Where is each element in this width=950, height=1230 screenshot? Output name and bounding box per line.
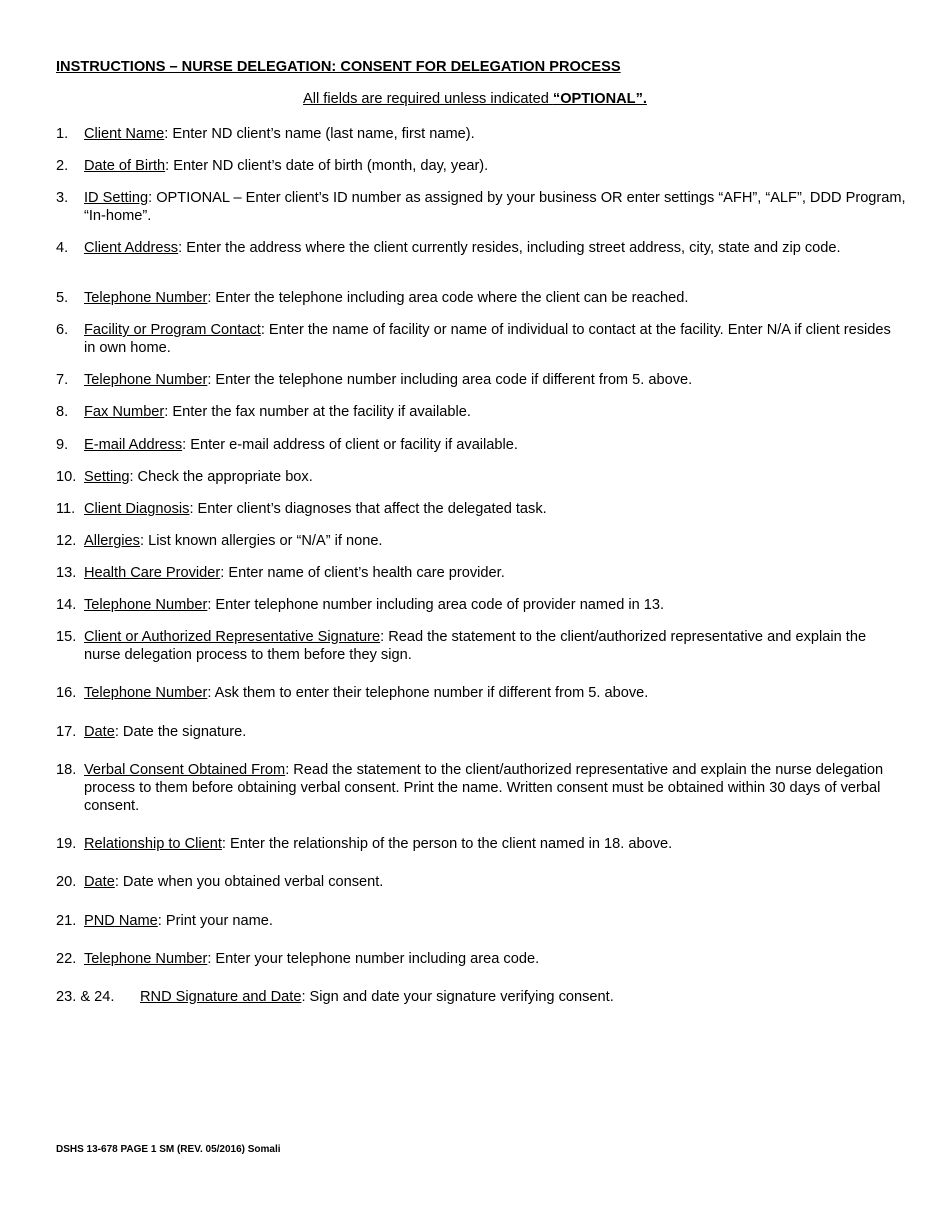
field-instruction: : Enter the telephone including area code where the client can be reached. bbox=[207, 290, 689, 306]
field-instruction: : Enter ND client’s name (last name, first name). bbox=[164, 126, 475, 142]
item-number: 12. bbox=[56, 533, 77, 549]
field-instruction: : Check the appropriate box. bbox=[129, 469, 313, 485]
required-fields-note bbox=[0, 91, 950, 107]
instruction-item bbox=[56, 564, 906, 582]
field-label: Client Address bbox=[84, 240, 179, 256]
item-number: 8. bbox=[56, 404, 69, 420]
field-label: Client or Authorized Representative Signature bbox=[84, 629, 381, 645]
item-number: 11. bbox=[56, 501, 76, 517]
item-number: 4. bbox=[56, 240, 69, 256]
instruction-item bbox=[56, 436, 906, 454]
field-instruction: : Ask them to enter their telephone number if different from 5. above. bbox=[207, 685, 649, 701]
field-instruction: : Enter the telephone number including area code if different from 5. above. bbox=[207, 372, 693, 388]
instruction-item bbox=[56, 835, 906, 853]
item-number: 6. bbox=[56, 322, 69, 338]
item-number: 20. bbox=[56, 874, 77, 890]
field-instruction: : Enter telephone number including area code of provider named in 13. bbox=[207, 597, 665, 613]
field-instruction: : Enter e-mail address of client or facility if available. bbox=[182, 437, 518, 453]
instruction-item bbox=[56, 628, 906, 664]
field-label: Client Name bbox=[84, 126, 165, 142]
field-label: Telephone Number bbox=[84, 597, 208, 613]
field-instruction: : Enter the fax number at the facility if available. bbox=[164, 404, 471, 420]
instruction-item bbox=[56, 684, 906, 702]
item-number: 23. & 24. bbox=[56, 989, 115, 1005]
field-label: Date of Birth bbox=[84, 158, 166, 174]
field-label: Facility or Program Contact bbox=[84, 322, 261, 338]
item-number: 5. bbox=[56, 290, 69, 306]
instruction-item bbox=[56, 289, 906, 307]
field-label: E-mail Address bbox=[84, 437, 183, 453]
field-label: Telephone Number bbox=[84, 372, 208, 388]
field-instruction: : Enter your telephone number including area code. bbox=[207, 951, 540, 967]
instruction-item bbox=[56, 761, 906, 815]
instruction-item bbox=[56, 403, 906, 421]
field-instruction: : Enter client’s diagnoses that affect the delegated task. bbox=[189, 501, 547, 517]
instruction-item bbox=[56, 988, 906, 1006]
field-instruction: : Date the signature. bbox=[114, 724, 247, 740]
item-number: 19. bbox=[56, 836, 77, 852]
field-label: Health Care Provider bbox=[84, 565, 221, 581]
item-number: 18. bbox=[56, 762, 77, 778]
item-number: 21. bbox=[56, 913, 77, 929]
field-instruction: : Enter the relationship of the person to the client named in 18. above. bbox=[221, 836, 673, 852]
item-number: 13. bbox=[56, 565, 77, 581]
field-label: ID Setting bbox=[84, 190, 149, 206]
instruction-item bbox=[56, 532, 906, 550]
field-label: Fax Number bbox=[84, 404, 165, 420]
field-instruction: : Sign and date your signature verifying consent. bbox=[301, 989, 614, 1005]
field-instruction: : Read the statement to the client/authorized representative and explain the nurse delegation process to them before they sign. bbox=[84, 629, 867, 663]
field-instruction: : Read the statement to the client/authorized representative and explain the nurse delegation process to them before obtaining verbal consent. Print the name. Written consent must be obtained within 30 days of verbal consent. bbox=[84, 762, 884, 814]
item-number: 7. bbox=[56, 372, 69, 388]
item-number: 3. bbox=[56, 190, 69, 206]
instruction-item bbox=[56, 321, 906, 357]
instruction-item bbox=[56, 950, 906, 968]
item-number: 1. bbox=[56, 126, 69, 142]
item-number: 10. bbox=[56, 469, 77, 485]
field-instruction: : Print your name. bbox=[157, 913, 273, 929]
instruction-item bbox=[56, 125, 906, 143]
field-label: Verbal Consent Obtained From bbox=[84, 762, 286, 778]
instruction-item bbox=[56, 500, 906, 518]
item-number: 22. bbox=[56, 951, 77, 967]
field-label: Allergies bbox=[84, 533, 140, 549]
instruction-item bbox=[56, 157, 906, 175]
field-label: Telephone Number bbox=[84, 290, 208, 306]
field-label: Date bbox=[84, 874, 115, 890]
field-label: Telephone Number bbox=[84, 685, 208, 701]
field-label: RND Signature and Date bbox=[140, 989, 302, 1005]
instruction-item bbox=[56, 596, 906, 614]
optional-emphasis: “OPTIONAL”. bbox=[552, 91, 647, 107]
field-label: PND Name bbox=[84, 913, 158, 929]
field-instruction: : List known allergies or “N/A” if none. bbox=[139, 533, 383, 549]
instruction-item bbox=[56, 371, 906, 389]
field-instruction: : Enter ND client’s date of birth (month, day, year). bbox=[165, 158, 489, 174]
item-number: 16. bbox=[56, 685, 77, 701]
item-number: 15. bbox=[56, 629, 77, 645]
instruction-item bbox=[56, 873, 906, 891]
form-footer: DSHS 13-678 PAGE 1 SM (REV. 05/2016) Somali bbox=[56, 1144, 281, 1155]
item-number: 2. bbox=[56, 158, 69, 174]
field-instruction: : Enter the address where the client currently resides, including street address, city, state and zip code. bbox=[178, 240, 841, 256]
item-number: 9. bbox=[56, 437, 69, 453]
field-instruction: : Date when you obtained verbal consent. bbox=[114, 874, 384, 890]
field-label: Relationship to Client bbox=[84, 836, 222, 852]
instruction-item bbox=[56, 723, 906, 741]
required-fields-note-text: All fields are required unless indicated bbox=[303, 91, 553, 107]
field-label: Client Diagnosis bbox=[84, 501, 190, 517]
field-label: Date bbox=[84, 724, 115, 740]
field-instruction: : Enter name of client’s health care provider. bbox=[220, 565, 505, 581]
field-label: Setting bbox=[84, 469, 130, 485]
instruction-item bbox=[56, 239, 906, 257]
item-number: 14. bbox=[56, 597, 77, 613]
field-label: Telephone Number bbox=[84, 951, 208, 967]
field-instruction: : OPTIONAL – Enter client’s ID number as assigned by your business OR enter settings “AFH”, “ALF”, DDD Program, “In-home”. bbox=[84, 190, 906, 224]
instruction-item bbox=[56, 189, 906, 225]
instruction-item bbox=[56, 912, 906, 930]
field-instruction: : Enter the name of facility or name of individual to contact at the facility. Enter N/A if client resides in own home. bbox=[84, 322, 891, 356]
item-number: 17. bbox=[56, 724, 77, 740]
instruction-item bbox=[56, 468, 906, 486]
page-title: INSTRUCTIONS – NURSE DELEGATION: CONSENT FOR DELEGATION PROCESS bbox=[56, 59, 621, 75]
